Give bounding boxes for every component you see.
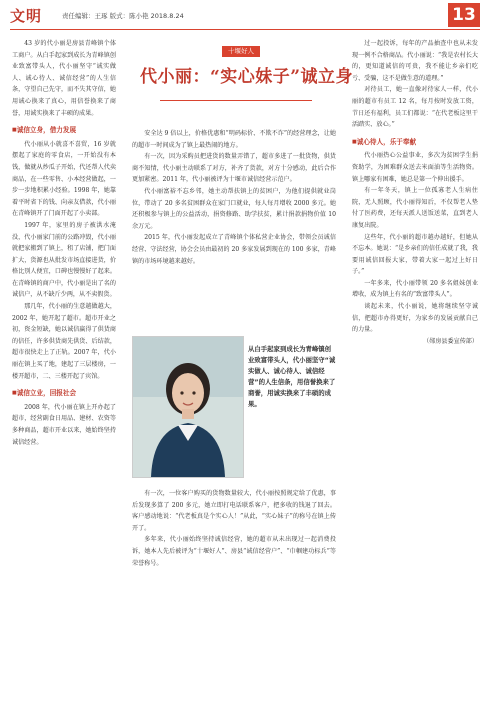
section-heading: ■ 诚心待人，乐于奉献: [352, 137, 478, 149]
body-paragraph: 多年来，代小丽始终坚持诚信经营，她的超市从未出现过一起消费投诉，她本人先后被评为“十堰好人”、房县“诚信经营户”、“巾帼建功标兵”等荣誉称号。: [132, 536, 336, 567]
page-number-badge: 13: [448, 3, 480, 27]
article-column-3: [352, 38, 478, 347]
body-paragraph: 2008 年，代小丽在镇上开办起了超市，经营副食日用品、建材、农资等多种商品，超市开业以来，她始终坚持诚信经营。: [12, 403, 116, 446]
section-2: [12, 388, 116, 448]
body-paragraph: 有一年冬天，镇上一位孤寡老人生病住院，无人照顾，代小丽得知后，不仅帮老人垫付了医药费，还每天派人送饭送菜，直到老人康复出院。: [352, 187, 478, 229]
article-title: 代小丽：“实心妹子”诚立身: [140, 67, 354, 87]
body-paragraph: 一年多来，代小丽带领 20 多名姐妹创业增收，成为镇上有名的“致富带头人”。: [352, 279, 478, 299]
body-paragraph: 这些年，代小丽的超市越办越好，但她从不忘本。她说：“是乡亲们的信任成就了我，我要用诚信回报大家，带着大家一起过上好日子。”: [352, 233, 478, 276]
body-paragraph: 有一次，一位客户购买的货物数量较大，代小丽按照规定给了优惠，事后发现多算了 200 多元，她立即打电话联系客户，把多收的钱退了回去。客户感动地说：“代老板真是个实心人！”从此，“实心妹子”的称号在镇上传开了。: [132, 490, 336, 532]
body-paragraph: 安全达 9 倍以上，价格优惠和“明码标价、不欺不诈”的经营理念，让她的超市一时间成为了镇上最热闹的地方。: [132, 130, 336, 149]
photo-caption: 从白手起家到成长为青峰镇创业致富带头人，代小丽坚守“诚实做人、诚心待人、诚信经营”的人生信条，用信誉换来了商誉，用诚实换来了丰硕的成果。: [248, 345, 336, 408]
title-divider: [160, 100, 312, 101]
portrait-illustration: [133, 337, 243, 477]
body-paragraph: 代小丽富裕不忘乡邻，她主动帮扶镇上的贫困户，为他们提供就业岗位，带动了 20 多名贫困群众在家门口就业，每人每月增收 2000 多元。她还积极参与镇上的公益活动，捐资修路、助学扶贫，累计捐款捐物价值 10 余万元。: [132, 187, 336, 230]
body-paragraph: 代小丽从小就喜不喜贸，16 岁就摆起了家庭的零食店，一开始没有本钱，做就从炒瓜子开始，代还帮人代卖商品，在一些零售、小本经营做起，一步一步地积累小经验。1998 年，她靠着平时省下的钱、向亲友借款，代小丽在青峰镇开了门面开起了小卖部。: [12, 140, 116, 218]
body-paragraph: 1997 年，家里的房子被洪水淹没，代小丽家门前的公路冲毁，代小丽就把家搬到了镇上，租了店铺，把门面扩大，货源也从批发市场直接进货，价格比别人便宜，口碑也慢慢好了起来。在青峰镇的商户中，代小丽是出了名的诚信户，从不缺斤少两，从不卖假货。: [12, 221, 116, 299]
body-paragraph: 对待员工，她一直像对待家人一样，代小丽的超市有员工 12 名，每月按时发放工资，节日还有福利，员工们都说：“在代老板这里干活踏实、放心。”: [352, 86, 478, 129]
article-column-2-top: [132, 128, 336, 267]
author-signature: （郧房县委宣传部）: [423, 337, 478, 345]
col1-sections: [12, 125, 116, 448]
article-column-2-bottom: [132, 488, 336, 569]
section-3: [352, 137, 478, 336]
body-paragraph: 代小丽热心公益事业，多次为贫困学生捐资助学，为困难群众送去米面油等生活物资。镇上哪家有困难，她总是第一个伸出援手。: [352, 152, 478, 183]
body-paragraph: 谈起未来，代小丽说，她将继续坚守诚信，把超市办得更好，为家乡的发展贡献自己的力量。: [352, 303, 478, 334]
section-brand: 文明: [10, 7, 43, 25]
body-paragraph: 那几年，代小丽的生意越做越大，2002 年，她开起了超市。超市开业之初，资金短缺，她以诚信赢得了供货商的信任，许多供货商先供货、后结款，超市很快走上了正轨。2007 年，代小丽在镇上买了地，建起了三层楼房，一楼开超市，二、三楼开起了宾馆。: [12, 303, 116, 380]
header-rule: [10, 29, 480, 30]
body-paragraph: 有一次，因为采购员把进货的数量弄错了，超市多进了一批货物，供货商不知情，代小丽主动联系了对方，补齐了货款，对方十分感动，此后合作更加紧密。2011 年，代小丽被评为十堰市诚信经营示范户。: [132, 153, 336, 184]
section-1: [12, 125, 116, 382]
page-header: [0, 0, 490, 30]
portrait-photo: [132, 336, 244, 478]
body-paragraph: 过一起投诉，每年的产品抽查中也从未发现一例不合格商品。代小丽说：“我是农村长大的，更知道诚信的可贵，我不能让乡亲们吃亏、受骗，这不是做生意的道理。”: [352, 40, 478, 82]
editor-credits: 责任编辑：王琢 版式：陈小艳 2018.8.24: [62, 12, 184, 20]
section-heading: ■ 诚信立业，回报社会: [12, 388, 116, 400]
body-paragraph: 2015 年，代小丽发起成立了青峰镇个体私营企业协会，带领会员诚信经营、守法经营，协会会员由最初的 20 多家发展到现在的 100 多家，青峰镇的市场环境越来越好。: [132, 234, 336, 265]
intro-paragraph: 43 岁的代小丽是房县青峰镇个体工商户。从白手起家到成长为青峰镇创业致富带头人，代小丽坚守“诚实做人、诚心待人、诚信经营”的人生信条，守望自己先守，而不失其守信，她用诚心换来了真心，用信誉换来了商誉，用诚实换来了丰硕的成果。: [12, 40, 116, 117]
section-heading: ■ 诚信立身，借力发展: [12, 125, 116, 137]
article-column-1: [12, 38, 116, 448]
column-tag: 十堰好人: [222, 46, 260, 57]
